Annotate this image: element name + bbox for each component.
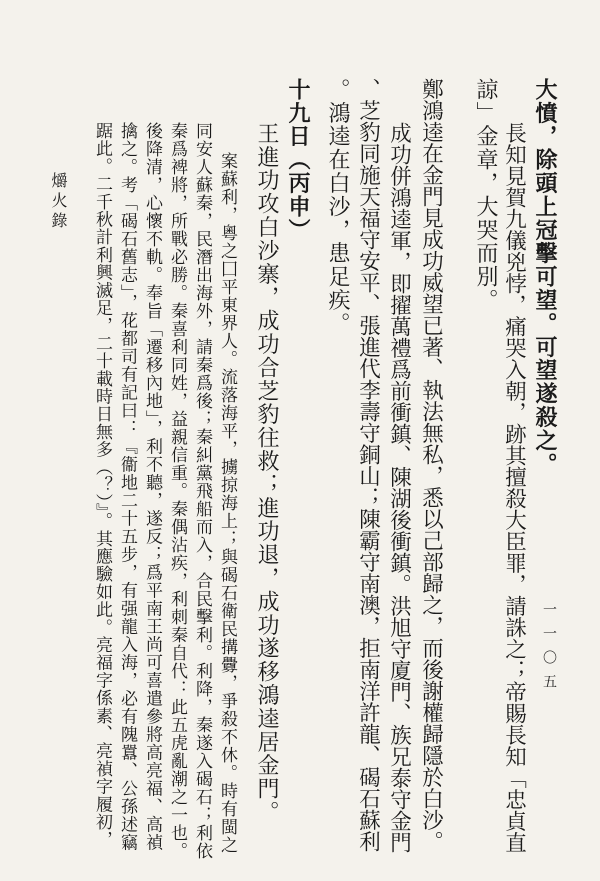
text-column-3: 諒」金章，大哭而別。 — [473, 78, 498, 312]
note-column-5: 擒之。考「碣石舊志」，花都司有記曰：『衞地二十五步，有强龍入海，必有隗囂、公孫述竊 — [117, 122, 137, 852]
note-column-2: 同安人蘇秦，民潛出海外，請秦爲後；秦糾黨飛船而入，合民擊利。利降，秦遂入碣石；利依 — [192, 122, 212, 860]
note-column-6: 踞此。二千秋計利興滅足，二十載時日無多（？）』。其應驗如此。亮福字係素、亮禎字履初， — [92, 122, 112, 849]
text-column-4: 鄭鴻逵在金門見成功威望已著、執法無私，悉以己部歸之，而後謝權歸隱於白沙。 — [418, 78, 444, 852]
page-number: 一一〇五 — [541, 602, 557, 698]
running-header-book-title: 爝火錄 — [49, 172, 68, 232]
date-heading: 十九日（丙申） — [285, 78, 311, 242]
note-column-1: 案蘇利，粵之⼞平東界人。流落海平，擄掠海上；與碣石衛民搆釁，爭殺不休。時有閩之 — [217, 152, 237, 854]
text-column-5: 成功併鴻逵軍，即擢萬禮爲前衝鎮、陳湖後衝鎮。洪旭守廈門、族兄泰守金門 — [386, 122, 412, 853]
text-column-2: 長知見賀九儀兇悖，痛哭入朝，跡其擅殺大臣罪，請誅之；帝賜長知「忠貞直 — [501, 122, 527, 853]
note-column-3: 秦爲裨將，所戰必勝。秦喜利同姓，益親信重。秦偶沾疾，利刺秦自代：此五虎亂潮之一也。 — [167, 122, 187, 860]
text-column-6: 、芝豹同施天福守安平、張進代李壽守銅山；陳霸守南澳，拒南洋許龍、碣石蘇利 — [355, 78, 381, 852]
text-column-7: 。鴻逵在白沙，患足疾。 — [325, 78, 350, 336]
text-column-1: 大憤，除頭上冠擊可望。可望遂殺之。 — [532, 78, 558, 476]
note-column-4: 後降清，心懷不軌。奉旨「遷移內地」，利不聽，遂反；爲平南王尚可喜遣參將高亮福、高禎 — [142, 122, 162, 852]
text-column-9: 王進功攻白沙寨，成功合芝豹往救；進功退，成功遂移鴻逵居金門。 — [254, 122, 279, 824]
